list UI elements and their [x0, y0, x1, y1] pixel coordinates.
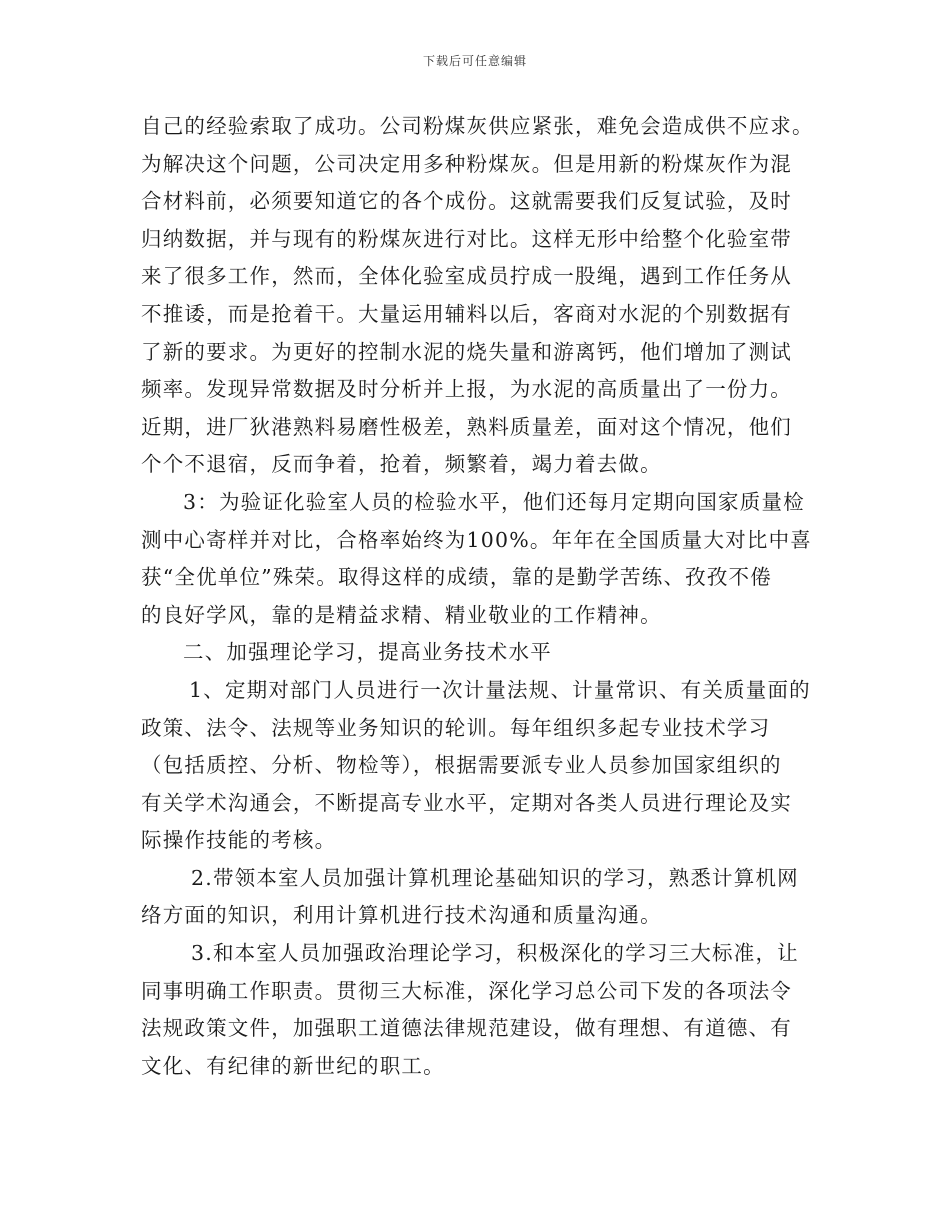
- text-line: 频率。发现异常数据及时分析并上报，为水泥的高质量出了一份力。: [141, 377, 792, 402]
- section-heading: 二、加强理论学习，提高业务技术水平: [183, 640, 552, 665]
- document-body: [141, 108, 814, 1085]
- text-line: 归纳数据，并与现有的粉煤灰进行对比。这样无形中给整个化验室带: [141, 226, 792, 251]
- text-line: 的良好学风，靠的是精益求精、精业敬业的工作精神。: [141, 602, 662, 627]
- text-line: 合材料前，必须要知道它的各个成份。这就需要我们反复试验，及时: [141, 189, 792, 214]
- text-line: 来了很多工作，然而，全体化验室成员拧成一股绳，遇到工作任务从: [141, 264, 792, 289]
- text-line: 不推诿，而是抢着干。大量运用辅料以后，客商对水泥的个别数据有: [141, 301, 792, 326]
- text-line: 同事明确工作职责。贯彻三大标准，深化学习总公司下发的各项法令: [141, 978, 792, 1003]
- text-line: 政策、法令、法规等业务知识的轮训。每年组织多起专业技术学习: [141, 715, 771, 740]
- text-line: 际操作技能的考核。: [141, 828, 337, 853]
- text-line: 文化、有纪律的新世纪的职工。: [141, 1053, 445, 1078]
- text-line: 络方面的知识，利用计算机进行技术沟通和质量沟通。: [141, 903, 662, 928]
- text-line: 个个不退宿，反而争着，抢着，频繁着，竭力着去做。: [141, 452, 662, 477]
- paragraph-start-line: 3.和本室人员加强政治理论学习，积极深化的学习三大标准，让: [191, 941, 799, 966]
- page-header: 下载后可任意编辑: [422, 54, 527, 68]
- text-line: 获“全优单位”殊荣。取得这样的成绩，靠的是勤学苦练、孜孜不倦: [141, 565, 772, 590]
- text-line: 法规政策文件，加强职工道德法律规范建设，做有理想、有道德、有: [141, 1016, 792, 1041]
- paragraph-start-line: 3：为验证化验室人员的检验水平，他们还每月定期向国家质量检: [183, 489, 805, 514]
- text-line: 了新的要求。为更好的控制水泥的烧失量和游离钙，他们增加了测试: [141, 339, 792, 364]
- text-line: 有关学术沟通会，不断提高专业水平，定期对各类人员进行理论及实: [141, 790, 792, 815]
- text-line: （包括质控、分析、物检等），根据需要派专业人员参加国家组织的: [141, 753, 782, 778]
- paragraph-start-line: 1、定期对部门人员进行一次计量法规、计量常识、有关质量面的: [189, 677, 811, 702]
- text-line: 近期，进厂狄港熟料易磨性极差，熟料质量差，面对这个情况，他们: [141, 414, 792, 439]
- paragraph-start-line: 2.带领本室人员加强计算机理论基础知识的学习，熟悉计算机网: [191, 865, 799, 890]
- text-line: 为解决这个问题，公司决定用多种粉煤灰。但是用新的粉煤灰作为混: [141, 151, 792, 176]
- text-line: 测中心寄样并对比，合格率始终为100%。年年在全国质量大对比中喜: [141, 527, 813, 552]
- text-line: 自己的经验索取了成功。公司粉煤灰供应紧张，难免会造成供不应求。: [141, 114, 814, 138]
